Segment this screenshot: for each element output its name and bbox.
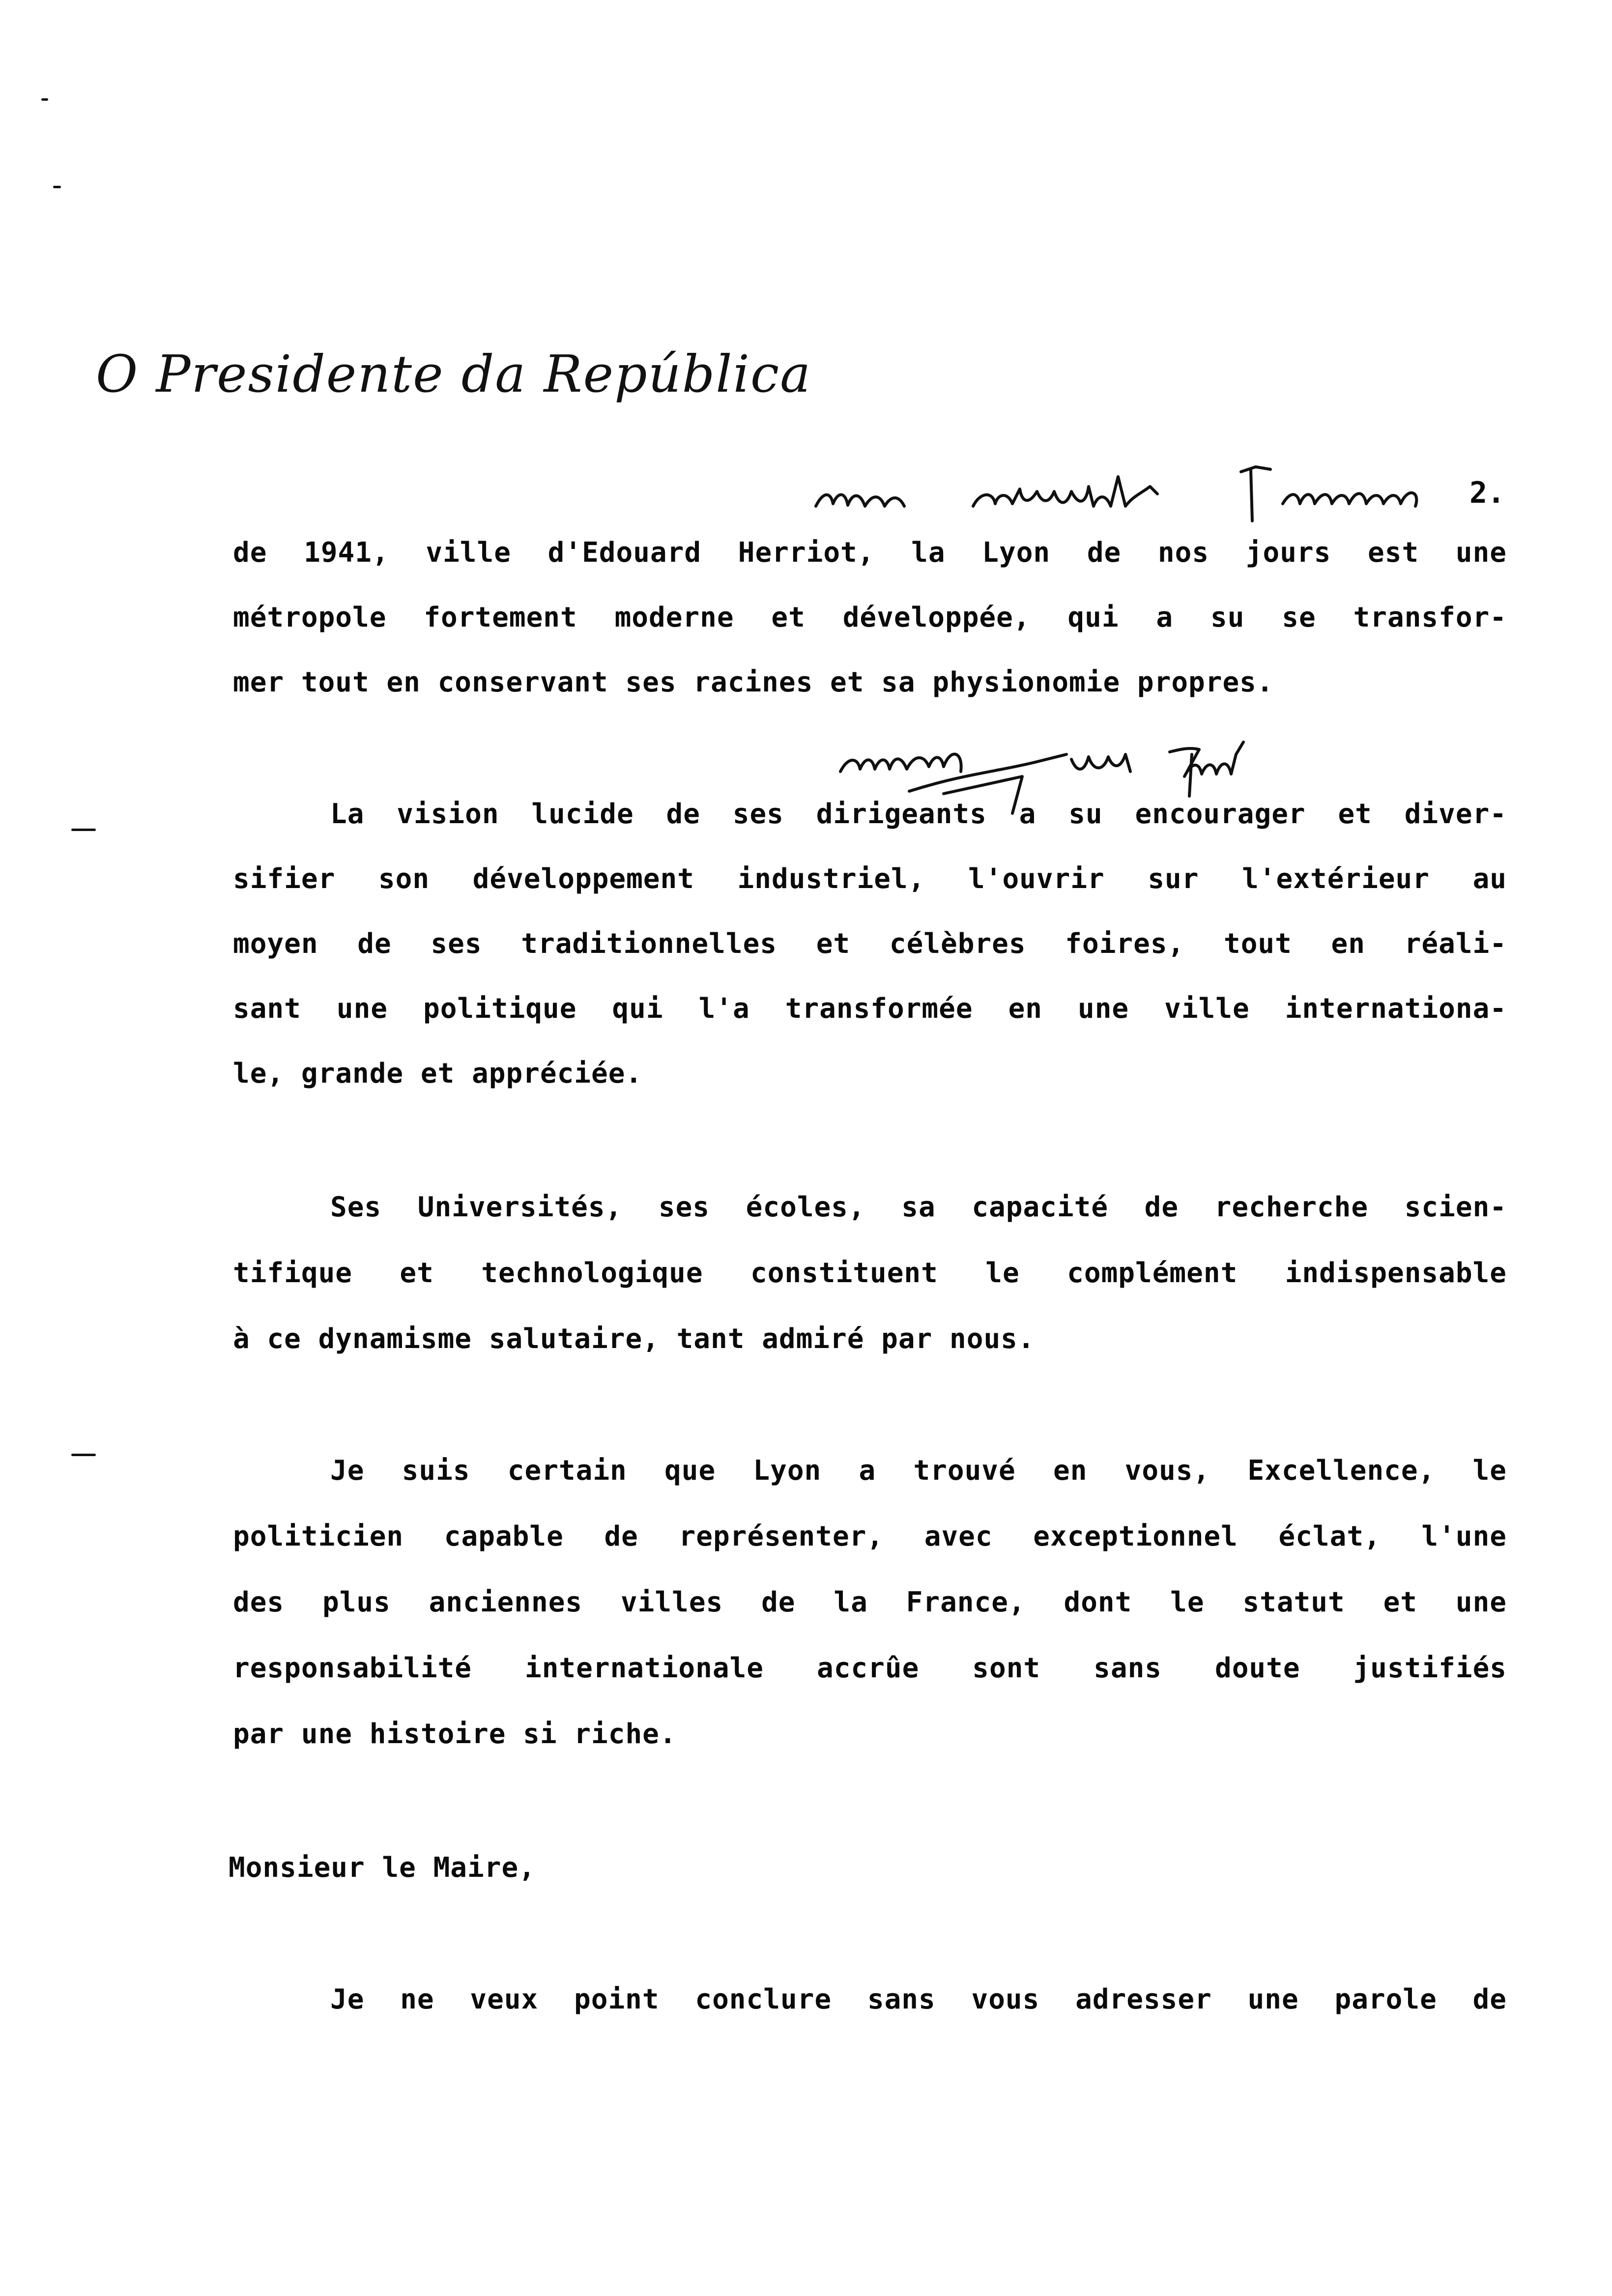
body-line: tifique et technologique constituent le complément indispensable [233,1257,1507,1289]
margin-mark [53,186,61,188]
page-number: 2. [1469,476,1505,510]
salutation: Monsieur le Maire, [229,1852,536,1884]
margin-mark [71,829,96,831]
letterhead: O Presidente da República [96,344,812,404]
body-line: politicien capable de représenter, avec exceptionnel éclat, l'une [233,1521,1507,1552]
body-line: Je ne veux point conclure sans vous adresser une parole de [330,1983,1507,2015]
body-line: de 1941, ville d'Edouard Herriot, la Lyon de nos jours est une [233,537,1507,569]
body-line: par une histoire si riche. [233,1718,677,1750]
body-line: métropole fortement moderne et développée, qui a su se transfor- [233,602,1507,633]
body-line: le, grande et appréciée. [233,1058,643,1090]
margin-mark [41,98,48,101]
body-line: à ce dynamisme salutaire, tant admiré par nous. [233,1323,1035,1355]
body-line: La vision lucide de ses dirigeants a su encourager et diver- [330,798,1507,830]
body-line: sant une politique qui l'a transformée en une ville internationa- [233,993,1507,1025]
body-line: Je suis certain que Lyon a trouvé en vous, Excellence, le [330,1455,1507,1487]
handwritten-annotation-top [811,457,1465,526]
body-line: responsabilité internationale accrûe sont sans doute justifiés [233,1652,1507,1684]
body-line: moyen de ses traditionnelles et célèbres foires, tout en réali- [233,928,1507,960]
body-line: sifier son développement industriel, l'ouvrir sur l'extérieur au [233,863,1507,895]
margin-mark [71,1454,96,1456]
body-line: mer tout en conservant ses racines et sa physionomie propres. [233,666,1274,698]
body-line: des plus anciennes villes de la France, dont le statut et une [233,1586,1507,1618]
body-line: Ses Universités, ses écoles, sa capacité de recherche scien- [330,1191,1507,1223]
